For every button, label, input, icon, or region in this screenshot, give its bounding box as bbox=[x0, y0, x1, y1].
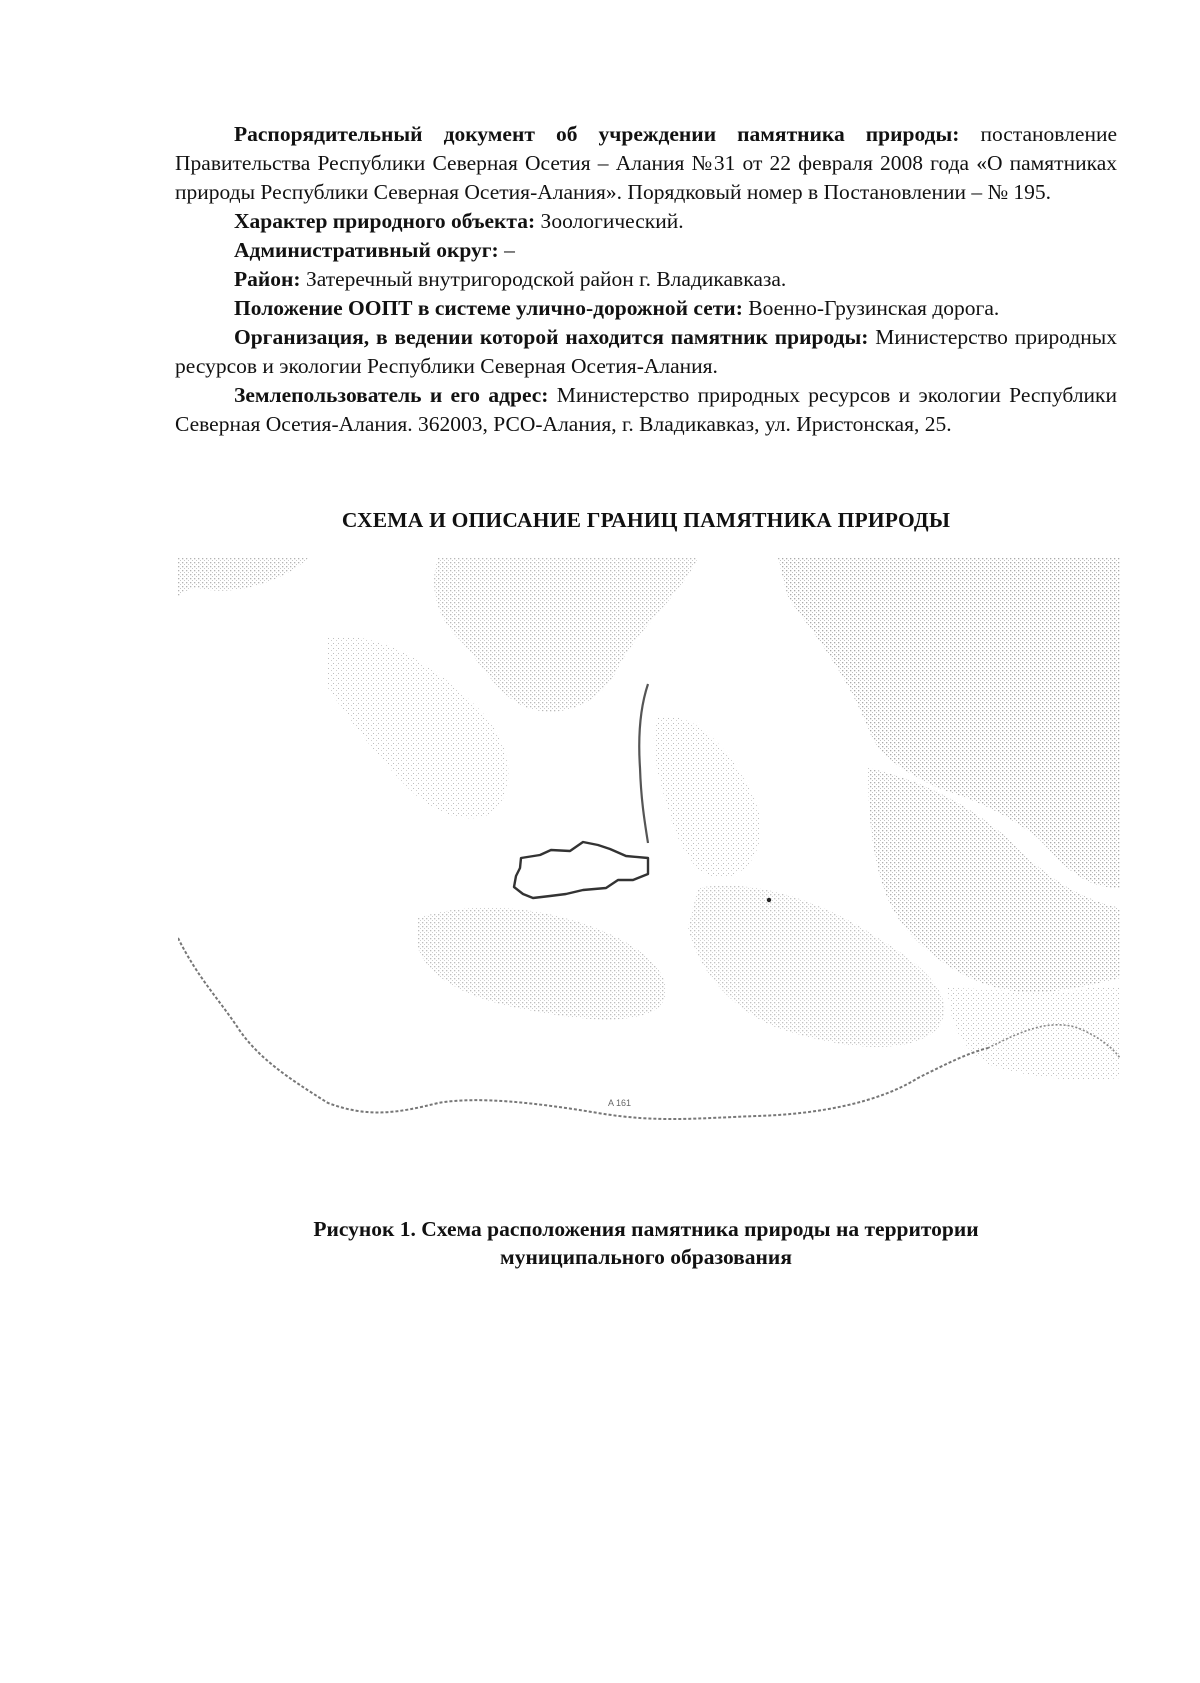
point-marker bbox=[767, 898, 771, 902]
attribute-list bbox=[175, 120, 1117, 439]
paragraph-founding-document bbox=[175, 120, 1117, 207]
map-figure bbox=[178, 558, 1120, 1208]
paragraph-land-user bbox=[175, 381, 1117, 439]
caption-line-1: Рисунок 1. Схема расположения памятника природы на территории bbox=[313, 1217, 979, 1241]
paragraph-label: Распорядительный документ об учреждении памятника природы: bbox=[234, 122, 960, 146]
paragraph-text: Затеречный внутригородской район г. Владикавказа. bbox=[300, 267, 787, 291]
paragraph-label: Землепользователь и его адрес: bbox=[234, 383, 549, 407]
paragraph-text: – bbox=[498, 238, 515, 262]
boundary-map bbox=[178, 558, 1120, 1208]
paragraph-text: Министерство природных ресурсов и экологии Республики Северная Осетия-Алания. bbox=[175, 325, 1118, 378]
paragraph-label: Район: bbox=[234, 267, 301, 291]
paragraph-text: Министерство природных ресурсов и экологии Республики Северная Осетия-Алания. 362003, РСО-Алания, г. Владикавказ, ул. Иристонская, 25. bbox=[175, 383, 1117, 436]
paragraph-text: Военно-Грузинская дорога. bbox=[742, 296, 1000, 320]
road-label: A 161 bbox=[608, 1098, 632, 1108]
paragraph-label: Положение ООПТ в системе улично-дорожной сети: bbox=[234, 296, 743, 320]
paragraph-object-character bbox=[175, 207, 1117, 236]
caption-line-2: муниципального образования bbox=[500, 1245, 792, 1269]
monument-boundary-outline bbox=[514, 842, 648, 898]
paragraph-text: постановление Правительства Республики Северная Осетия – Алания №31 от 22 февраля 2008 года «О памятниках природы Республики Северная Осетия-Алания». Порядковый номер в Постановлении – № 195. bbox=[175, 122, 1117, 204]
military-georgian-road bbox=[639, 684, 648, 843]
paragraph-label: Характер природного объекта: bbox=[234, 209, 536, 233]
terrain-shading bbox=[178, 558, 1120, 1080]
paragraph-text: Зоологический. bbox=[535, 209, 684, 233]
paragraph-district bbox=[175, 265, 1117, 294]
section-title: СХЕМА И ОПИСАНИЕ ГРАНИЦ ПАМЯТНИКА ПРИРОДЫ bbox=[341, 508, 951, 532]
figure-caption bbox=[175, 1215, 1117, 1271]
paragraph-label: Административный округ: bbox=[234, 238, 499, 262]
paragraph-managing-organization bbox=[175, 323, 1117, 381]
paragraph-admin-district bbox=[175, 236, 1117, 265]
paragraph-label: Организация, в ведении которой находится памятник природы: bbox=[234, 325, 869, 349]
paragraph-road-position bbox=[175, 294, 1117, 323]
